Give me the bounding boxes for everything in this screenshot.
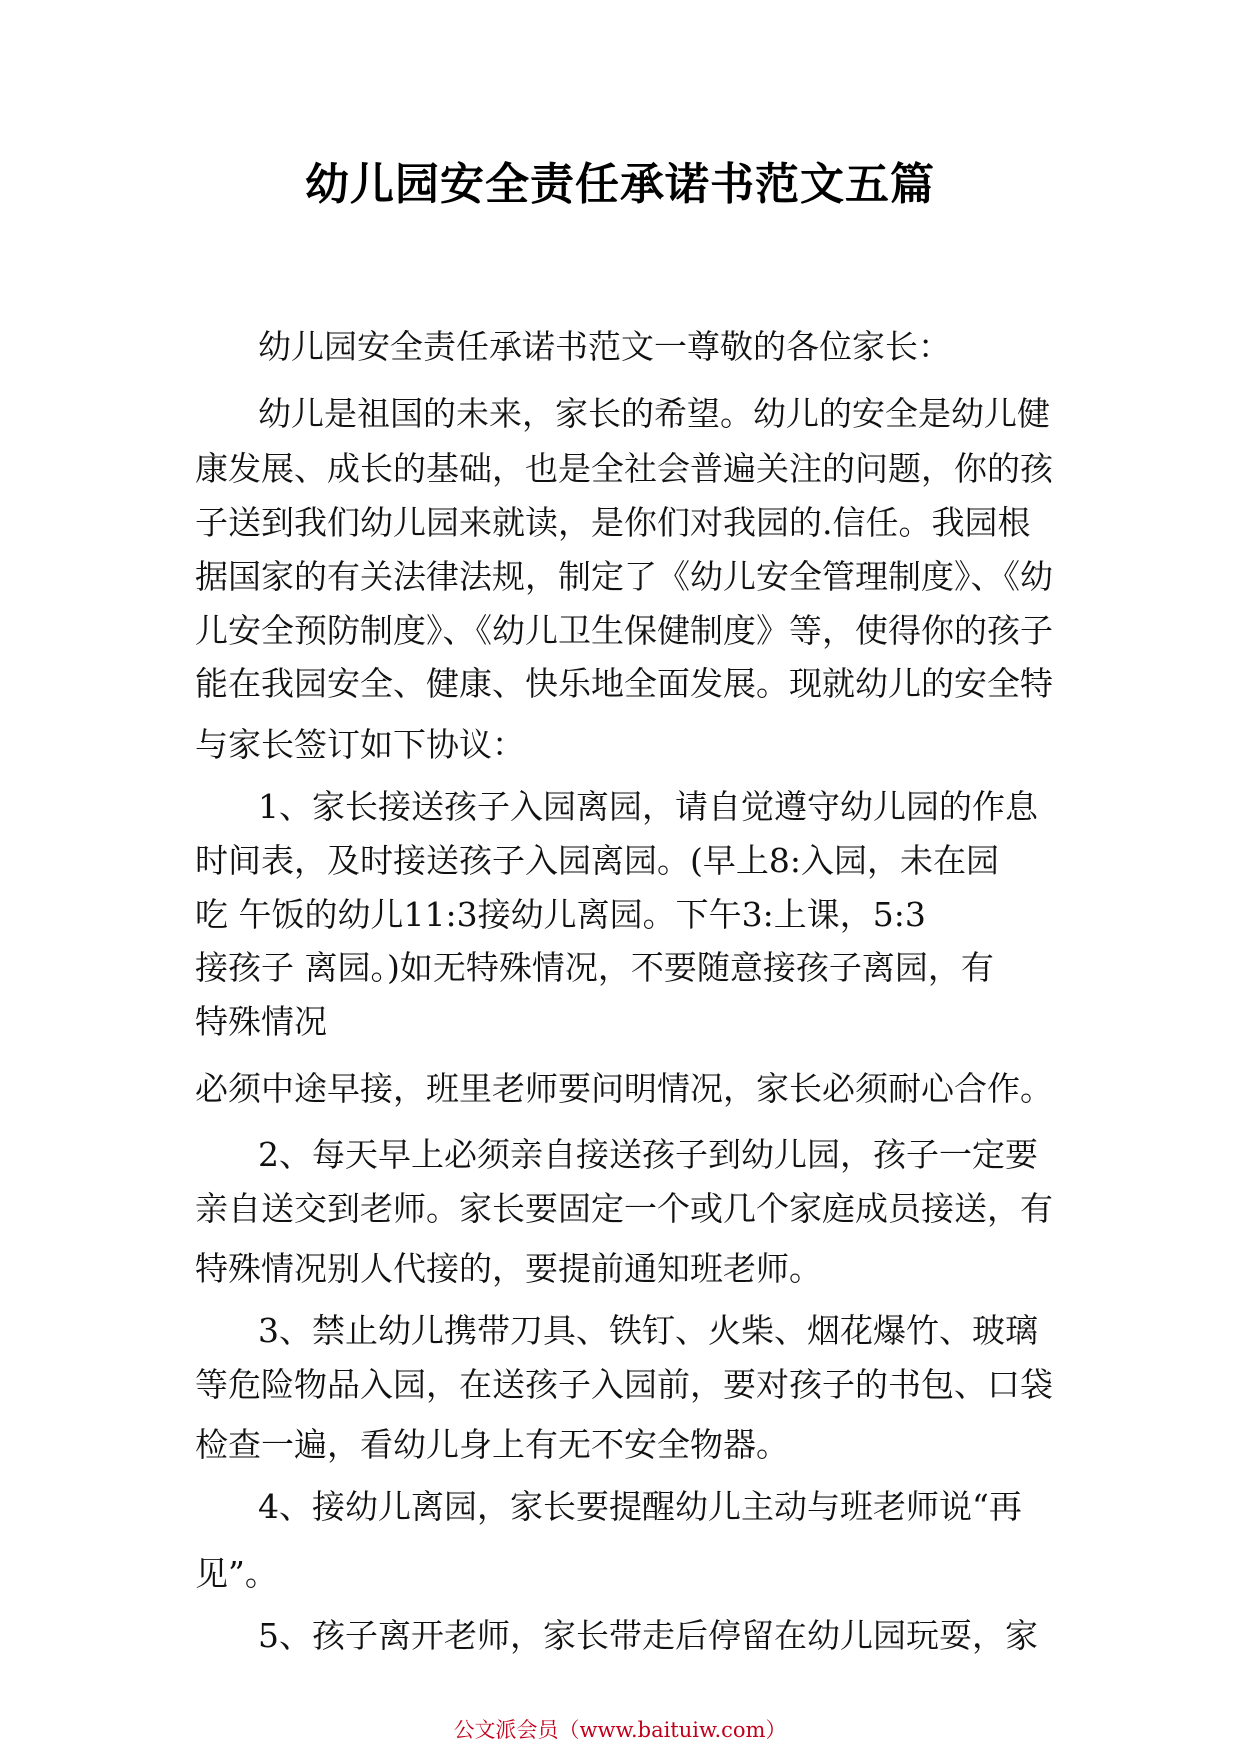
body-line: 等危险物品入园，在送孩子入园前，要对孩子的书包、口袋 bbox=[195, 1365, 1053, 1404]
body-line: 康发展、成长的基础，也是全社会普遍关注的问题，你的孩 bbox=[195, 449, 1053, 488]
body-line: 4、接幼儿离园，家长要提醒幼儿主动与班老师说“再 bbox=[258, 1487, 1022, 1526]
body-line: 3、禁止幼儿携带刀具、铁钉、火柴、烟花爆竹、玻璃 bbox=[258, 1311, 1038, 1350]
body-line: 见”。 bbox=[195, 1554, 278, 1593]
body-line: 与家长签订如下协议： bbox=[195, 725, 525, 764]
body-line: 吃 午饭的幼儿11:3接幼儿离园。下午3:上课，5:3 bbox=[195, 895, 926, 934]
body-line: 1、家长接送孩子入园离园，请自觉遵守幼儿园的作息 bbox=[258, 787, 1038, 826]
body-line: 特殊情况别人代接的，要提前通知班老师。 bbox=[195, 1249, 822, 1288]
body-line: 能在我园安全、健康、快乐地全面发展。现就幼儿的安全特 bbox=[195, 664, 1053, 703]
body-line: 幼儿是祖国的未来，家长的希望。幼儿的安全是幼儿健 bbox=[258, 394, 1050, 433]
body-line: 幼儿园安全责任承诺书范文一尊敬的各位家长： bbox=[258, 327, 951, 366]
body-line: 特殊情况 bbox=[195, 1002, 327, 1041]
body-line: 据国家的有关法律法规，制定了《幼儿安全管理制度》、《幼 bbox=[195, 557, 1053, 596]
document-title: 幼儿园安全责任承诺书范文五篇 bbox=[305, 159, 935, 210]
body-line: 子送到我们幼儿园来就读，是你们对我园的.信任。我园根 bbox=[195, 503, 1031, 542]
body-line: 时间表，及时接送孩子入园离园。(早上8:入园，未在园 bbox=[195, 841, 999, 880]
body-line: 亲自送交到老师。家长要固定一个或几个家庭成员接送，有 bbox=[195, 1189, 1053, 1228]
body-line: 检查一遍，看幼儿身上有无不安全物器。 bbox=[195, 1425, 789, 1464]
body-line: 接孩子 离园。)如无特殊情况，不要随意接孩子离园，有 bbox=[195, 948, 994, 987]
footer-watermark-link[interactable]: 公文派会员（www.baituiw.com） bbox=[453, 1718, 787, 1742]
body-line: 儿安全预防制度》、《幼儿卫生保健制度》等，使得你的孩子 bbox=[195, 611, 1053, 650]
body-line: 必须中途早接，班里老师要问明情况，家长必须耐心合作。 bbox=[195, 1069, 1053, 1108]
body-line: 5、孩子离开老师，家长带走后停留在幼儿园玩耍，家 bbox=[258, 1616, 1038, 1655]
body-line: 2、每天早上必须亲自接送孩子到幼儿园，孩子一定要 bbox=[258, 1135, 1038, 1174]
